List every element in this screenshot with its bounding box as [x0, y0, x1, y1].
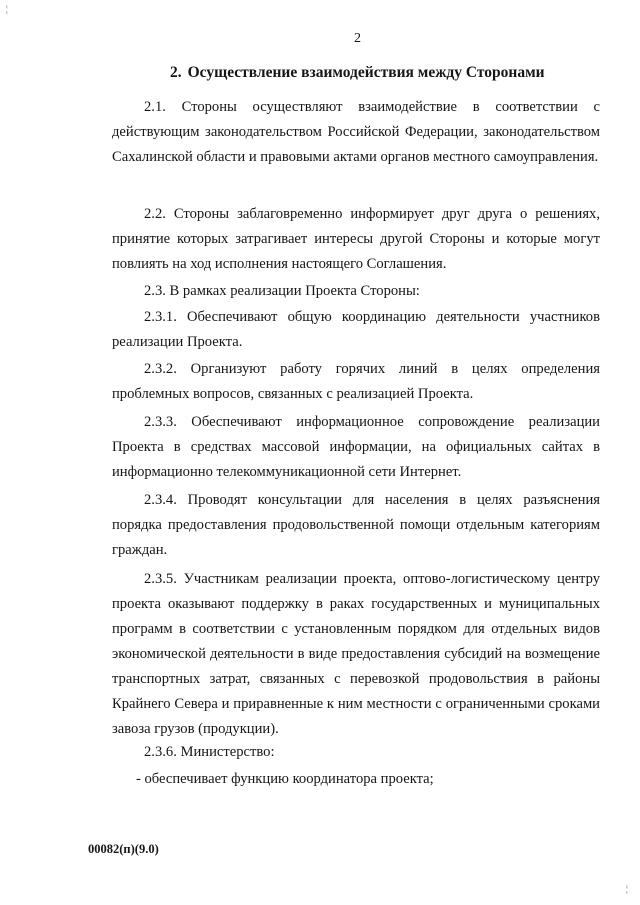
paragraph: 2.3.2. Организуют работу горячих линий в целях определения проблемных вопросов, связанных с реализацией Проекта. — [112, 361, 600, 402]
scan-mark: ¦ — [6, 4, 8, 14]
paragraph: 2.3.6. Министерство: — [144, 744, 275, 760]
paragraph: 2.3. В рамках реализации Проекта Стороны: — [144, 283, 420, 299]
page-number: 2 — [354, 31, 361, 46]
section-number: 2. — [170, 64, 182, 81]
paragraph: 2.2. Стороны заблаговременно информирует друг друга о решениях, принятие которых затрагивает интересы другой Стороны и которые могут повлиять на ход исполнения настоящего Соглашения. — [112, 206, 600, 272]
list-item: - обеспечивает функцию координатора проекта; — [136, 771, 434, 787]
paragraph: 2.3.1. Обеспечивают общую координацию деятельности участников реализации Проекта. — [112, 309, 600, 350]
section-title: Осуществление взаимодействия между Сторонами — [187, 64, 545, 81]
document-code: 00082(п)(9.0) — [88, 842, 159, 856]
paragraph: 2.1. Стороны осуществляют взаимодействие в соответствии с действующим законодательством Российской Федерации, законодательством Сахалинской области и правовыми актами органов местного самоуправления. — [112, 99, 600, 165]
scan-mark: ¦ — [626, 884, 628, 894]
section-heading — [170, 64, 551, 82]
paragraph: 2.3.5. Участникам реализации проекта, оптово-логистическому центру проекта оказывают поддержку в раках государственных и муниципальных программ в соответствии с установленным порядком для отдельных видов экономической деятельности в виде предоставления субсидий на возмещение транспортных затрат, связанных с перевозкой продовольствия в районы Крайнего Севера и приравненные к ним местности с ограниченными сроками завоза грузов (продукции). — [112, 571, 600, 737]
paragraph: 2.3.4. Проводят консультации для населения в целях разъяснения порядка предоставления продовольственной помощи отдельным категориям граждан. — [112, 492, 600, 558]
paragraph: 2.3.3. Обеспечивают информационное сопровождение реализации Проекта в средствах массовой информации, на официальных сайтах в информационно телекоммуникационной сети Интернет. — [112, 414, 600, 480]
